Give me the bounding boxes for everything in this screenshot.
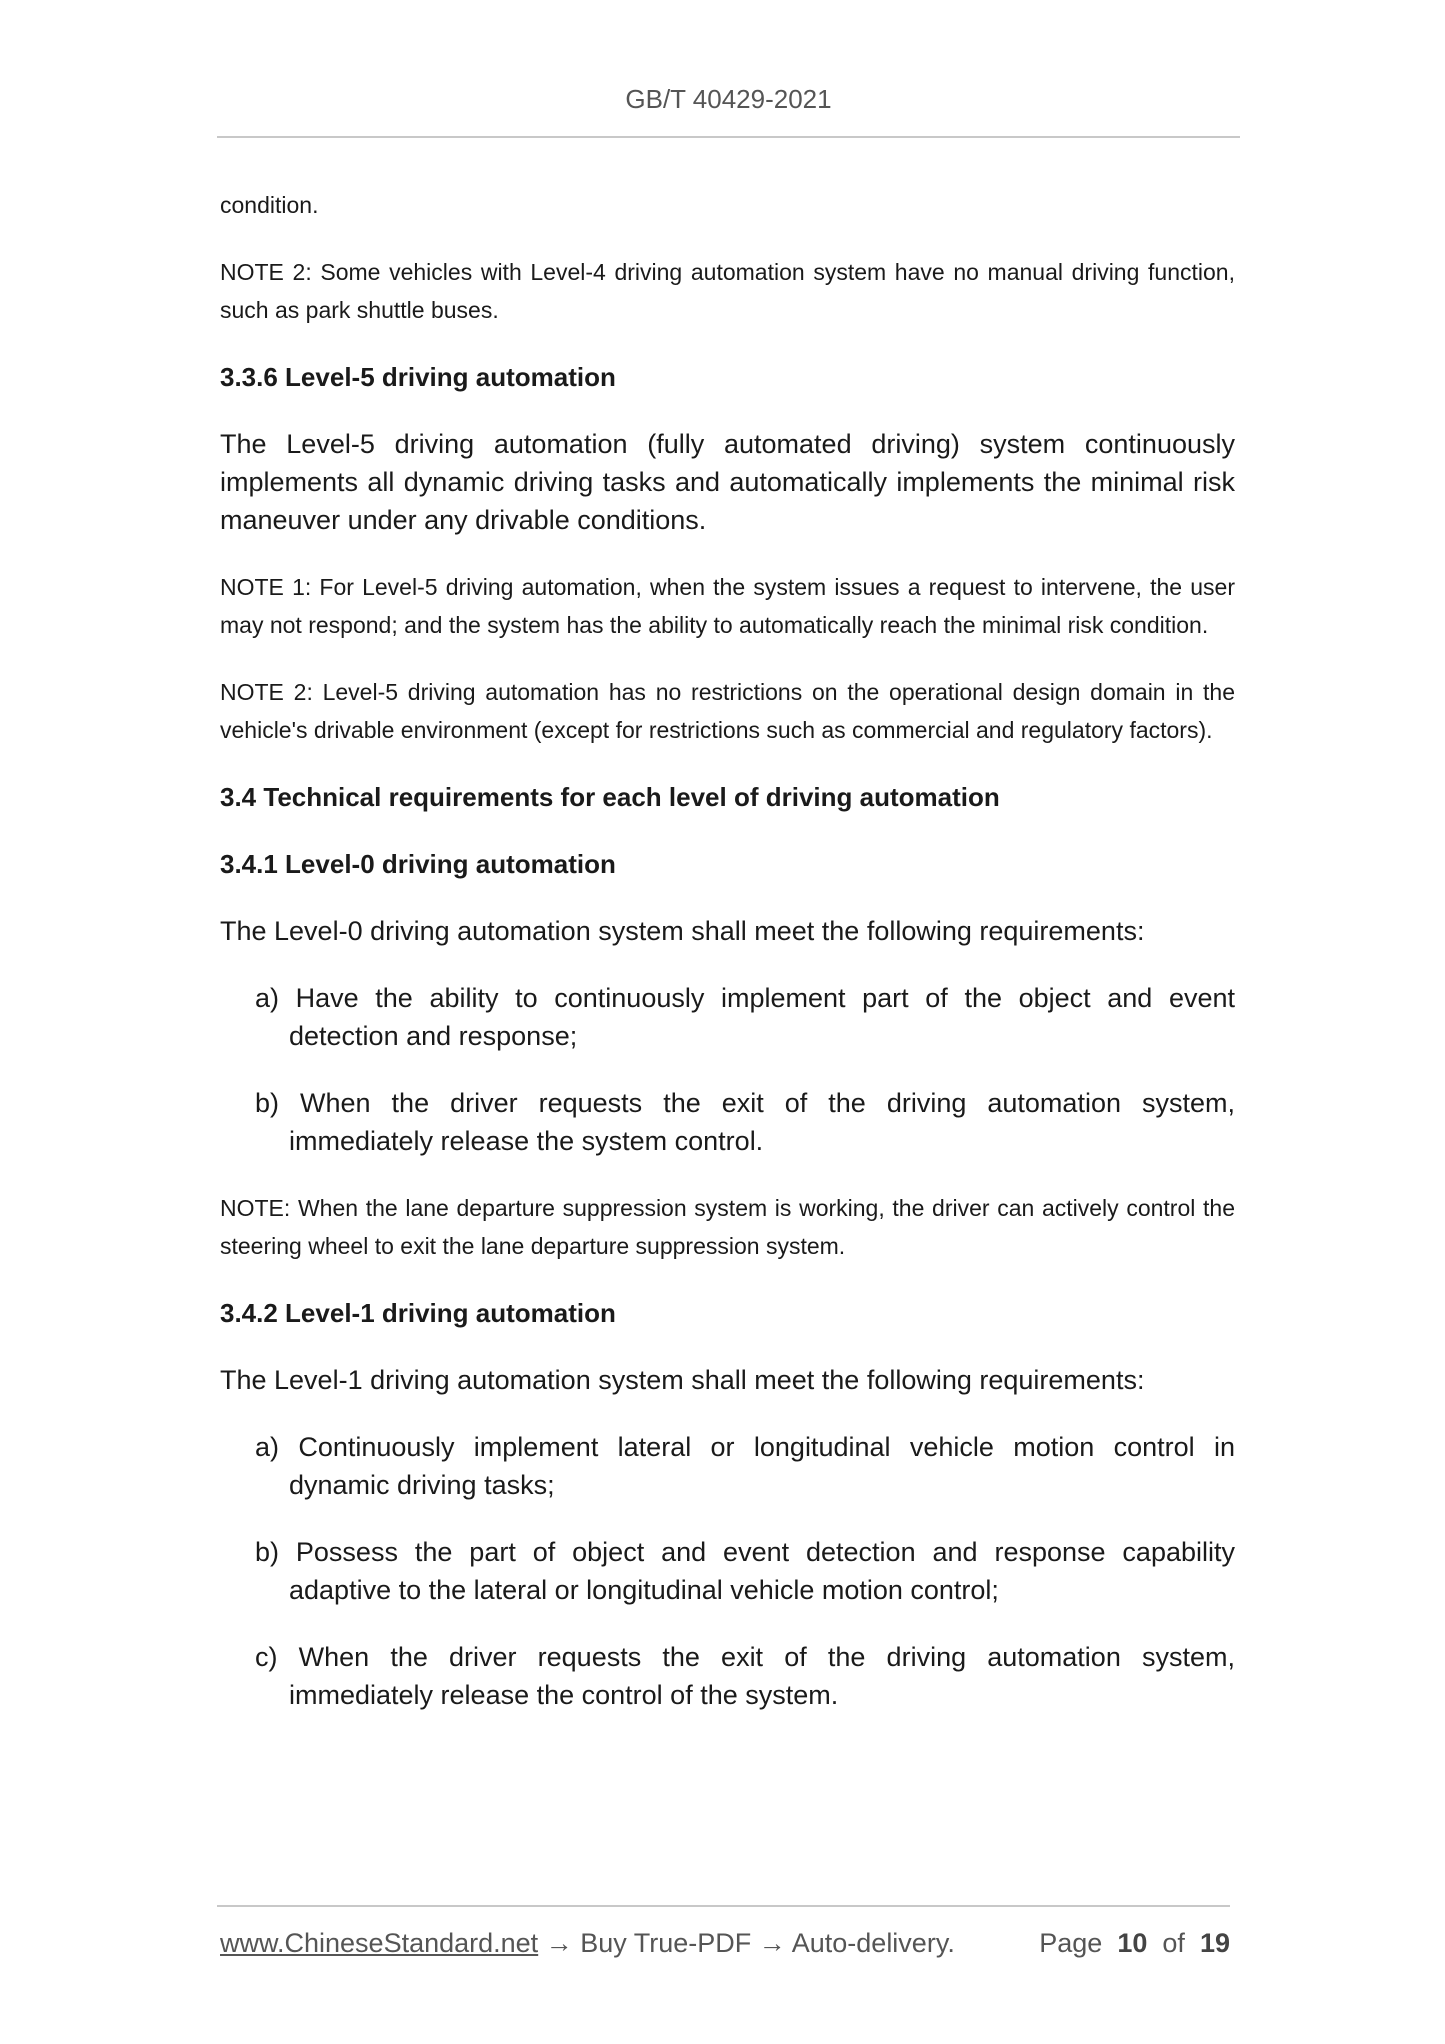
requirement-list-item: b) When the driver requests the exit of the driving automation system, immediately release the system control. [255,1088,1235,1156]
page-number [1039,1924,1230,1962]
footer-promo [220,1924,955,1962]
header-divider [217,136,1240,138]
body-paragraph: The Level-0 driving automation system shall meet the following requirements: [220,916,1145,946]
note-paragraph: NOTE 2: Level-5 driving automation has no restrictions on the operational design domain in the vehicle's drivable environment (except for restrictions such as commercial and regulatory factors). [220,679,1235,743]
page-current: 10 [1117,1928,1148,1958]
requirement-list-item: a) Continuously implement lateral or longitudinal vehicle motion control in dynamic driving tasks; [255,1432,1235,1500]
website-link[interactable]: www.ChineseStandard.net [220,1928,539,1958]
note-paragraph: NOTE: When the lane departure suppression system is working, the driver can actively control the steering wheel to exit the lane departure suppression system. [220,1195,1235,1259]
page-header-standard-number: GB/T 40429-2021 [625,84,832,114]
page-label: Page [1039,1928,1103,1958]
footer-divider [217,1905,1230,1907]
continued-text: condition. [220,192,319,218]
document-body [220,186,1235,1743]
page-total: 19 [1199,1928,1230,1958]
body-paragraph: The Level-1 driving automation system shall meet the following requirements: [220,1365,1145,1395]
section-heading: 3.4 Technical requirements for each level of driving automation [220,782,1000,812]
body-paragraph: The Level-5 driving automation (fully automated driving) system continuously implements all dynamic driving tasks and automatically implements the minimal risk maneuver under any drivable conditions. [220,429,1235,535]
note-paragraph: NOTE 2: Some vehicles with Level-4 driving automation system have no manual driving function, such as park shuttle buses. [220,259,1235,323]
footer-promo-text: → Buy True-PDF → Auto-delivery. [538,1928,955,1958]
section-heading: 3.4.1 Level-0 driving automation [220,849,616,879]
section-heading: 3.3.6 Level-5 driving automation [220,362,616,392]
note-paragraph: NOTE 1: For Level-5 driving automation, when the system issues a request to intervene, the user may not respond; and the system has the ability to automatically reach the minimal risk condition. [220,574,1235,638]
requirement-list-item: a) Have the ability to continuously implement part of the object and event detection and response; [255,983,1235,1051]
requirement-list-item: b) Possess the part of object and event detection and response capability adaptive to the lateral or longitudinal vehicle motion control; [255,1537,1235,1605]
page-of-label: of [1162,1928,1185,1958]
section-heading: 3.4.2 Level-1 driving automation [220,1298,616,1328]
requirement-list-item: c) When the driver requests the exit of the driving automation system, immediately release the control of the system. [255,1642,1235,1710]
